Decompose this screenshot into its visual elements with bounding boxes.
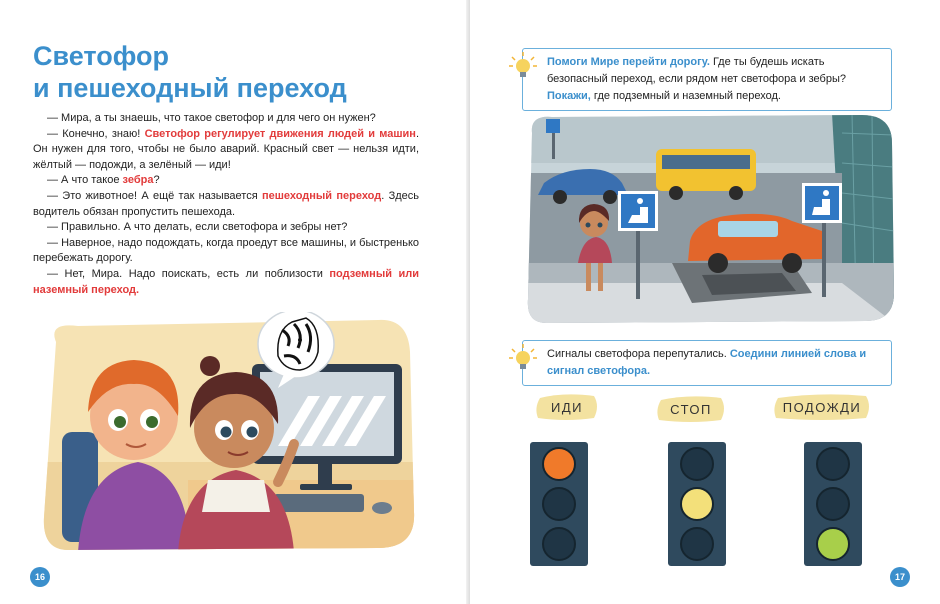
story-line: — Это животное! А ещё так называется пешеходный переход. Здесь водитель обязан пропустить пешехода. — [33, 189, 419, 218]
highlight-phrase: подземный или наземный переход. — [33, 267, 419, 296]
highlight-phrase: Светофор регулирует движения людей и машин — [144, 127, 416, 140]
story-line: — Правильно. А что делать, если светофора и зебры нет? — [47, 221, 348, 234]
signals-matching-area — [522, 388, 894, 568]
lamp-top-off — [681, 448, 713, 480]
lightbulb-icon — [508, 51, 538, 81]
highlight-phrase: зебра — [122, 174, 154, 187]
story-line: — Конечно, знаю! Светофор регулирует движения людей и машин. Он нужен для того, чтобы не было аварий. Красный свет — нельзя идти, жёлтый — подожди, а зелёный — иди! — [33, 127, 419, 171]
traffic-light-3[interactable] — [798, 438, 868, 568]
lamp-middle-off — [543, 488, 575, 520]
task-box-crossing: Помоги Мире перейти дорогу. Где ты будешь искать безопасный переход, если рядом нет светофора и зебры? Покажи, где подземный и наземный переход. — [522, 48, 892, 111]
street-crossing-illustration — [522, 113, 894, 323]
story-text — [33, 111, 419, 298]
story-line: — Нет, Мира. Надо поискать, есть ли поблизости подземный или наземный переход. — [33, 267, 419, 296]
traffic-light-2[interactable] — [662, 438, 732, 568]
page-number-right: 17 — [890, 567, 910, 587]
traffic-light-1[interactable] — [524, 438, 594, 568]
word-tag-wait[interactable]: ПОДОЖДИ — [772, 392, 872, 422]
page-number-left: 16 — [30, 567, 50, 587]
task-box-signals: Сигналы светофора перепутались. Соедини линией слова и сигнал светофора. — [522, 340, 892, 386]
lamp-middle-lit — [681, 488, 713, 520]
page-title — [33, 40, 433, 104]
lamp-bottom-off — [543, 528, 575, 560]
lamp-bottom-lit — [817, 528, 849, 560]
highlight-phrase: пешеходный переход — [261, 189, 382, 202]
story-line: — А что такое зебра? — [47, 174, 160, 187]
story-line: — Мира, а ты знаешь, что такое светофор и для чего он нужен? — [47, 112, 376, 124]
title-line-1: Светофор — [33, 41, 170, 71]
children-computer-illustration — [38, 312, 416, 552]
lamp-middle-off — [817, 488, 849, 520]
story-line: — Наверное, надо подождать, когда проедут все машины, и быстренько перебежать дорогу. — [33, 236, 419, 265]
lamp-bottom-off — [681, 528, 713, 560]
word-tag-go[interactable]: ИДИ — [534, 392, 600, 422]
lightbulb-icon — [508, 343, 538, 373]
lamp-top-lit — [543, 448, 575, 480]
lamp-top-off — [817, 448, 849, 480]
title-line-2: и пешеходный переход — [33, 73, 347, 103]
word-tag-stop[interactable]: СТОП — [655, 394, 727, 424]
